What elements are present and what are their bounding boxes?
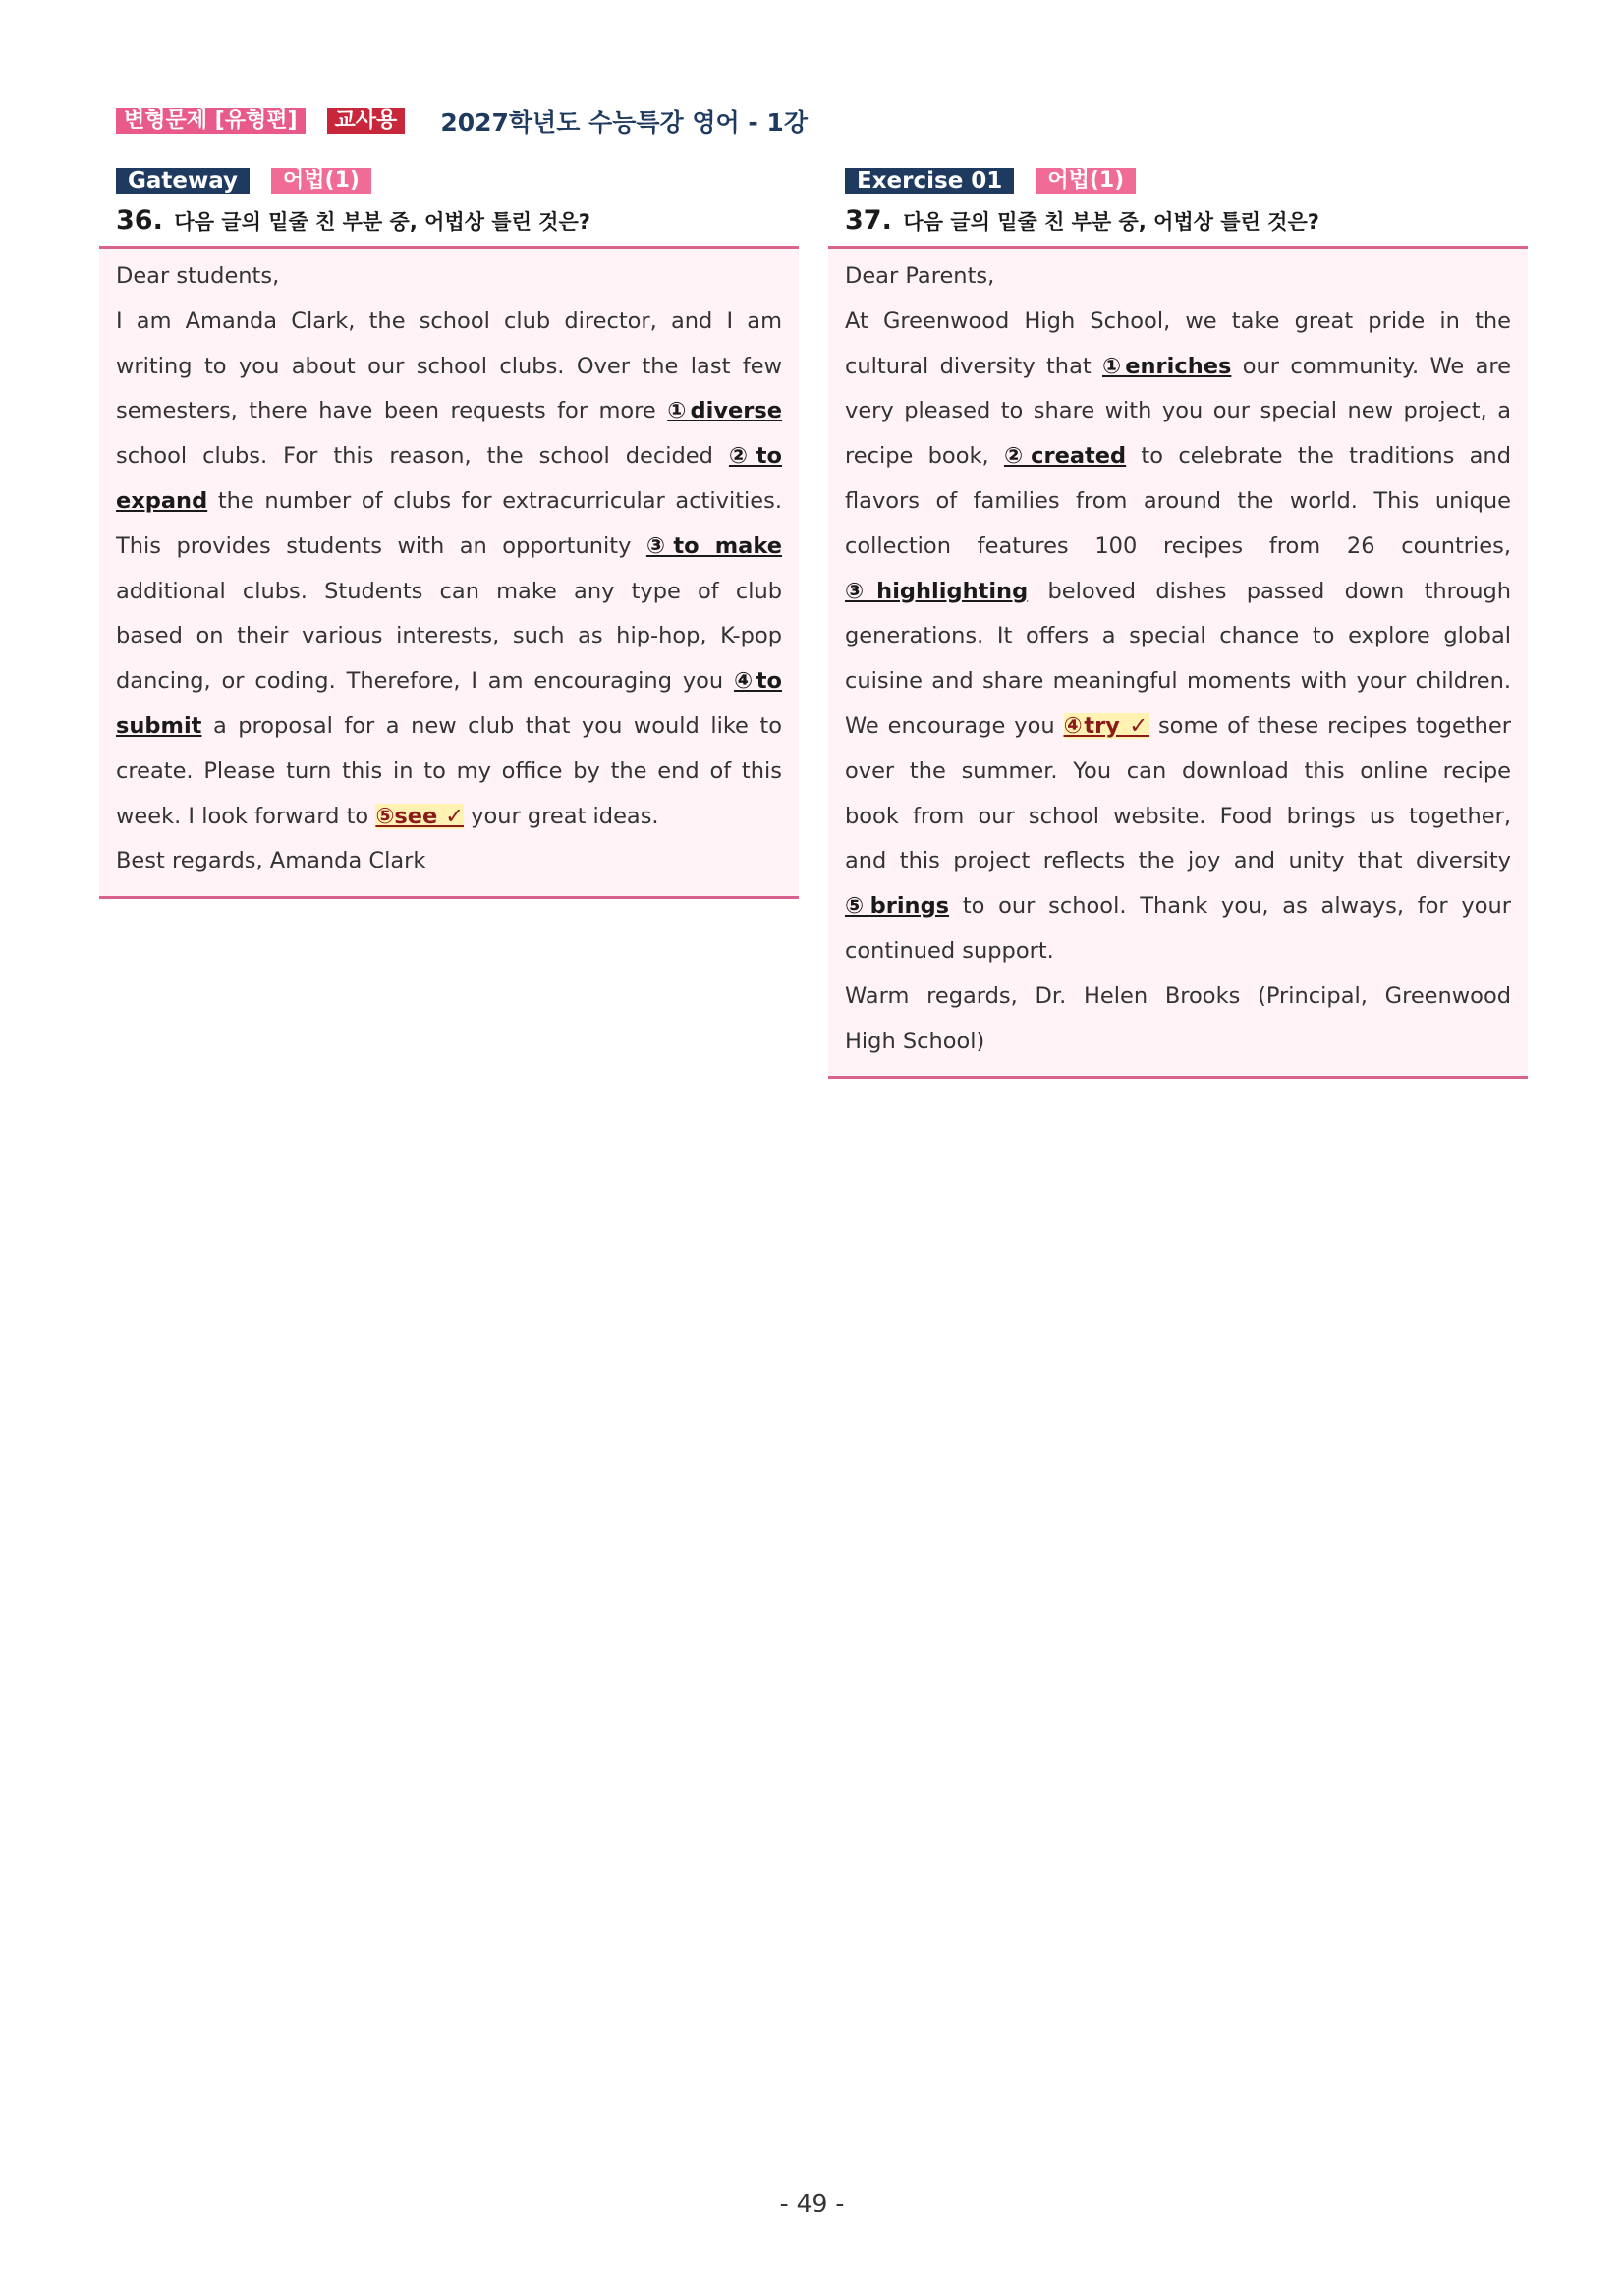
- passage-text: writing to you about our school clubs. Over the last few: [116, 353, 782, 379]
- page-number: - 49 -: [779, 2189, 845, 2217]
- passage-text: the number of clubs for extracurricular activities.: [207, 487, 782, 514]
- passage-text: flavors of families from around the world. This unique: [845, 487, 1511, 514]
- underlined-option: ③to make: [645, 532, 782, 559]
- passage-line: [845, 975, 1511, 1020]
- passage-box: [828, 246, 1528, 1079]
- page-header: [116, 104, 808, 138]
- passage-text: At Greenwood High School, we take great pride in the: [845, 308, 1511, 334]
- question-prompt: [828, 204, 1528, 238]
- passage-text: Dear students,: [116, 263, 280, 289]
- passage-text: a proposal for a new club that you would like to: [201, 712, 782, 739]
- section-tags: [828, 167, 1528, 195]
- passage-line: [845, 614, 1511, 659]
- passage-text: very pleased to share with you our special new project, a: [845, 398, 1511, 424]
- passage-line: [116, 614, 782, 659]
- passage-text: cultural diversity that: [845, 353, 1103, 379]
- passage-line: [845, 659, 1511, 704]
- passage-line: [845, 434, 1511, 479]
- passage-line: [845, 389, 1511, 434]
- underlined-option: ②created: [1003, 443, 1127, 470]
- passage-line: [116, 434, 782, 479]
- passage-text: This provides students with an opportunity: [116, 532, 646, 559]
- passage-line: [845, 479, 1511, 525]
- variant-problem-tag: 변형문제 [유형편]: [116, 108, 306, 134]
- teacher-edition-tag: 교사용: [327, 108, 406, 134]
- passage-line: [845, 570, 1511, 615]
- passage-text: over the summer. You can download this online recipe: [845, 757, 1511, 784]
- answer-option: ⑤see ✓: [375, 803, 464, 829]
- passage-line: [116, 300, 782, 345]
- passage-text: Dear Parents,: [845, 263, 995, 289]
- underlined-option: submit: [116, 712, 202, 739]
- passage-text: some of these recipes together: [1149, 712, 1511, 739]
- underlined-option: expand: [116, 487, 208, 514]
- section-tags: [99, 167, 799, 195]
- grammar-category-tag: 어법(1): [271, 168, 371, 194]
- passage-text: book from our school website. Food brings us together,: [845, 803, 1511, 829]
- passage-text: and this project reflects the joy and unity that diversity: [845, 848, 1511, 874]
- passage-line: [116, 525, 782, 570]
- passage-box: [99, 246, 799, 899]
- passage-text: to our school. Thank you, as always, for your: [949, 893, 1511, 920]
- passage-text: week. I look forward to: [116, 803, 376, 829]
- passage-text: continued support.: [845, 937, 1054, 964]
- underlined-option: ④to: [734, 668, 782, 695]
- passage-text: based on their various interests, such as hip-hop, K-pop: [116, 623, 782, 649]
- passage-text: recipe book,: [845, 443, 1004, 470]
- passage-line: [116, 254, 782, 300]
- passage-line: [845, 1020, 1511, 1065]
- passage-line: [845, 254, 1511, 300]
- passage-line: [845, 300, 1511, 345]
- passage-line: [845, 704, 1511, 750]
- passage-line: [116, 750, 782, 795]
- passage-text: generations. It offers a special chance to explore global: [845, 623, 1511, 649]
- grammar-category-tag: 어법(1): [1036, 168, 1136, 194]
- passage-text: to celebrate the traditions and: [1126, 443, 1511, 470]
- passage-text: beloved dishes passed down through: [1028, 578, 1511, 604]
- passage-line: [845, 839, 1511, 884]
- passage-line: [116, 659, 782, 704]
- passage-line: [116, 389, 782, 434]
- book-title: 2027학년도 수능특강 영어 - 1강: [440, 108, 808, 137]
- passage-text: High School): [845, 1028, 985, 1054]
- underlined-option: ①enriches: [1102, 353, 1232, 379]
- passage-line: [116, 704, 782, 750]
- question-prompt: [99, 204, 799, 238]
- passage-text: dancing, or coding. Therefore, I am encouraging you: [116, 668, 735, 695]
- underlined-option: ③highlighting: [845, 578, 1029, 604]
- underlined-option: ①diverse: [667, 398, 782, 424]
- passage-line: [116, 345, 782, 390]
- passage-text: our community. We are: [1231, 353, 1511, 379]
- passage-text: cuisine and share meaningful moments with your children.: [845, 668, 1511, 695]
- passage-text: collection features 100 recipes from 26 countries,: [845, 532, 1511, 559]
- underlined-option: ⑤brings: [845, 893, 950, 920]
- passage-line: [845, 525, 1511, 570]
- question-text: 다음 글의 밑줄 친 부분 중, 어법상 틀린 것은?: [174, 210, 590, 234]
- gateway-tag: Gateway: [116, 168, 250, 194]
- passage-text: create. Please turn this in to my office by the end of this: [116, 757, 782, 784]
- passage-line: [845, 795, 1511, 840]
- passage-line: [845, 750, 1511, 795]
- passage-text: additional clubs. Students can make any type of club: [116, 578, 782, 604]
- passage-line: [116, 839, 782, 884]
- passage-line: [116, 479, 782, 525]
- question-text: 다음 글의 밑줄 친 부분 중, 어법상 틀린 것은?: [903, 210, 1319, 234]
- passage-line: [845, 929, 1511, 975]
- passage-text: semesters, there have been requests for more: [116, 398, 668, 424]
- underlined-option: ②to: [728, 443, 782, 470]
- passage-text: school clubs. For this reason, the school decided: [116, 443, 729, 470]
- passage-text: Best regards, Amanda Clark: [116, 848, 426, 874]
- passage-line: [845, 345, 1511, 390]
- passage-text: We encourage you: [845, 712, 1064, 739]
- passage-text: I am Amanda Clark, the school club director, and I am: [116, 308, 782, 334]
- answer-option: ④try ✓: [1063, 712, 1150, 739]
- question-number: 36.: [116, 205, 163, 236]
- passage-line: [845, 884, 1511, 929]
- passage-text: Warm regards, Dr. Helen Brooks (Principal, Greenwood: [845, 982, 1511, 1009]
- question-number: 37.: [845, 205, 892, 236]
- exercise-tag: Exercise 01: [845, 168, 1014, 194]
- passage-text: your great ideas.: [464, 803, 659, 829]
- question-37-column: [828, 167, 1528, 1079]
- question-36-column: [99, 167, 799, 899]
- passage-line: [116, 795, 782, 840]
- passage-line: [116, 570, 782, 615]
